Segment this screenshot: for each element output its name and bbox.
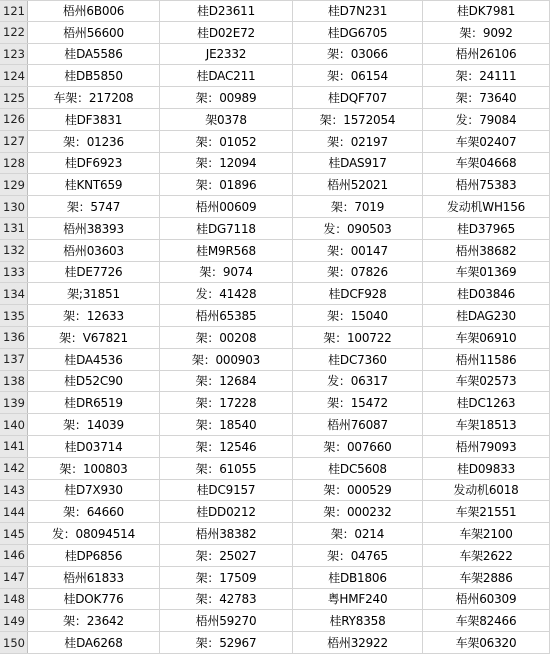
table-cell[interactable]: 车架06320 <box>423 632 550 653</box>
table-row <box>0 218 550 240</box>
table-cell[interactable]: 车架02407 <box>423 131 550 152</box>
table-cell[interactable]: 梧州38682 <box>423 240 550 261</box>
table-cell[interactable]: 架：01896 <box>160 174 293 195</box>
table-cell[interactable]: 桂D7N231 <box>293 1 423 21</box>
table-cell[interactable]: 桂DC7360 <box>293 349 423 370</box>
table-cell[interactable]: 架：14039 <box>28 414 160 435</box>
table-cell[interactable]: 架：12094 <box>160 153 293 174</box>
table-cell[interactable]: 桂DF6923 <box>28 153 160 174</box>
row-header[interactable]: 144 <box>0 501 28 522</box>
table-cell[interactable]: 架：V67821 <box>28 327 160 348</box>
table-cell[interactable]: 架：06154 <box>293 65 423 86</box>
table-row <box>0 22 550 44</box>
row-header[interactable]: 145 <box>0 523 28 544</box>
row-header[interactable]: 140 <box>0 414 28 435</box>
table-row <box>0 501 550 523</box>
table-cell[interactable]: 桂D37965 <box>423 218 550 239</box>
table-cell[interactable]: 桂DG7118 <box>160 218 293 239</box>
row-header[interactable]: 147 <box>0 567 28 588</box>
table-cell[interactable]: 架：00147 <box>293 240 423 261</box>
table-cell[interactable]: 车架82466 <box>423 610 550 631</box>
row-header[interactable]: 137 <box>0 349 28 370</box>
table-cell[interactable]: 架：12684 <box>160 371 293 392</box>
table-cell[interactable]: 桂M9R568 <box>160 240 293 261</box>
row-header[interactable]: 127 <box>0 131 28 152</box>
table-cell[interactable]: 梧州38393 <box>28 218 160 239</box>
table-cell[interactable]: 桂D52C90 <box>28 371 160 392</box>
row-header[interactable]: 148 <box>0 589 28 610</box>
table-row <box>0 545 550 567</box>
table-cell[interactable]: 桂D23611 <box>160 1 293 21</box>
table-cell[interactable]: 梧州26106 <box>423 44 550 65</box>
table-cell[interactable]: 架;31851 <box>28 283 160 304</box>
row-header[interactable]: 141 <box>0 436 28 457</box>
table-cell[interactable]: 桂DG6705 <box>293 22 423 43</box>
row-header[interactable]: 129 <box>0 174 28 195</box>
table-cell[interactable]: 发：090503 <box>293 218 423 239</box>
row-header[interactable]: 150 <box>0 632 28 653</box>
table-cell[interactable]: 架0378 <box>160 109 293 130</box>
table-cell[interactable]: 架：17509 <box>160 567 293 588</box>
row-header[interactable]: 121 <box>0 1 28 21</box>
table-cell[interactable]: 桂DF3831 <box>28 109 160 130</box>
table-cell[interactable]: 架：000529 <box>293 480 423 501</box>
table-row <box>0 458 550 480</box>
table-cell[interactable]: 架：02197 <box>293 131 423 152</box>
table-cell[interactable]: 架：100803 <box>28 458 160 479</box>
table-cell[interactable]: 梧州75383 <box>423 174 550 195</box>
table-cell[interactable]: 架：17228 <box>160 392 293 413</box>
row-header[interactable]: 126 <box>0 109 28 130</box>
table-row <box>0 65 550 87</box>
table-cell[interactable]: 梧州79093 <box>423 436 550 457</box>
table-cell[interactable]: 架：15040 <box>293 305 423 326</box>
row-header[interactable]: 134 <box>0 283 28 304</box>
table-cell[interactable]: 发：79084 <box>423 109 550 130</box>
table-cell[interactable]: 桂DQF707 <box>293 87 423 108</box>
table-cell[interactable]: 桂KNT659 <box>28 174 160 195</box>
table-cell[interactable]: 桂D03714 <box>28 436 160 457</box>
table-cell[interactable]: 桂DC9157 <box>160 480 293 501</box>
table-cell[interactable]: 车架18513 <box>423 414 550 435</box>
table-cell[interactable]: 桂DCF928 <box>293 283 423 304</box>
table-row <box>0 632 550 654</box>
table-row <box>0 610 550 632</box>
table-row <box>0 0 550 22</box>
table-cell[interactable]: 桂DD0212 <box>160 501 293 522</box>
table-cell[interactable]: 桂DC5608 <box>293 458 423 479</box>
row-header[interactable]: 128 <box>0 153 28 174</box>
table-cell[interactable]: 架：01236 <box>28 131 160 152</box>
row-header[interactable]: 132 <box>0 240 28 261</box>
table-cell[interactable]: JE2332 <box>160 44 293 65</box>
table-cell[interactable]: 架：00989 <box>160 87 293 108</box>
table-row <box>0 44 550 66</box>
table-cell[interactable]: 桂D09833 <box>423 458 550 479</box>
row-header[interactable]: 138 <box>0 371 28 392</box>
table-row <box>0 283 550 305</box>
row-header[interactable]: 130 <box>0 196 28 217</box>
table-cell[interactable]: 梧州56600 <box>28 22 160 43</box>
table-cell[interactable]: 车架2886 <box>423 567 550 588</box>
table-row <box>0 153 550 175</box>
table-cell[interactable]: 架：03066 <box>293 44 423 65</box>
table-cell[interactable]: 桂DAG230 <box>423 305 550 326</box>
table-cell[interactable]: 架：18540 <box>160 414 293 435</box>
table-cell[interactable]: 桂DE7726 <box>28 262 160 283</box>
table-row <box>0 131 550 153</box>
table-row <box>0 589 550 611</box>
table-cell[interactable]: 架：15472 <box>293 392 423 413</box>
table-cell[interactable]: 梧州6B006 <box>28 1 160 21</box>
table-cell[interactable]: 发：41428 <box>160 283 293 304</box>
table-cell[interactable]: 发动机6018 <box>423 480 550 501</box>
row-header[interactable]: 143 <box>0 480 28 501</box>
table-cell[interactable]: 粤HMF240 <box>293 589 423 610</box>
table-row <box>0 371 550 393</box>
table-row <box>0 567 550 589</box>
table-cell[interactable]: 架：52967 <box>160 632 293 653</box>
table-cell[interactable]: 车架01369 <box>423 262 550 283</box>
table-row <box>0 262 550 284</box>
table-cell[interactable]: 桂DA4536 <box>28 349 160 370</box>
table-cell[interactable]: 发：08094514 <box>28 523 160 544</box>
table-cell[interactable]: 桂DOK776 <box>28 589 160 610</box>
row-header[interactable]: 146 <box>0 545 28 566</box>
table-cell[interactable]: 车架：217208 <box>28 87 160 108</box>
table-cell[interactable]: 架：100722 <box>293 327 423 348</box>
table-cell[interactable]: 桂DA5586 <box>28 44 160 65</box>
table-cell[interactable]: 架：73640 <box>423 87 550 108</box>
table-cell[interactable]: 车架21551 <box>423 501 550 522</box>
table-cell[interactable]: 架：04765 <box>293 545 423 566</box>
table-cell[interactable]: 桂DB5850 <box>28 65 160 86</box>
table-cell[interactable]: 梧州11586 <box>423 349 550 370</box>
table-cell[interactable]: 架：9074 <box>160 262 293 283</box>
row-header[interactable]: 124 <box>0 65 28 86</box>
table-cell[interactable]: 架：12633 <box>28 305 160 326</box>
table-cell[interactable]: 桂D03846 <box>423 283 550 304</box>
table-cell[interactable]: 桂DA6268 <box>28 632 160 653</box>
table-cell[interactable]: 架：00208 <box>160 327 293 348</box>
row-header[interactable]: 139 <box>0 392 28 413</box>
table-cell[interactable]: 架：64660 <box>28 501 160 522</box>
table-cell[interactable]: 桂DAC211 <box>160 65 293 86</box>
table-row <box>0 109 550 131</box>
table-cell[interactable]: 梧州32922 <box>293 632 423 653</box>
row-header[interactable]: 133 <box>0 262 28 283</box>
table-row <box>0 327 550 349</box>
table-cell[interactable]: 架：24111 <box>423 65 550 86</box>
table-cell[interactable]: 架：25027 <box>160 545 293 566</box>
table-cell[interactable]: 架：5747 <box>28 196 160 217</box>
table-cell[interactable]: 桂RY8358 <box>293 610 423 631</box>
table-row <box>0 349 550 371</box>
table-cell[interactable]: 梧州59270 <box>160 610 293 631</box>
table-cell[interactable]: 桂DP6856 <box>28 545 160 566</box>
row-header[interactable]: 149 <box>0 610 28 631</box>
table-cell[interactable]: 桂DAS917 <box>293 153 423 174</box>
table-row <box>0 523 550 545</box>
table-row <box>0 305 550 327</box>
table-cell[interactable]: 架：23642 <box>28 610 160 631</box>
table-cell[interactable]: 发：06317 <box>293 371 423 392</box>
table-cell[interactable]: 梧州76087 <box>293 414 423 435</box>
row-header[interactable]: 125 <box>0 87 28 108</box>
table-cell[interactable]: 车架02573 <box>423 371 550 392</box>
row-header[interactable]: 136 <box>0 327 28 348</box>
table-cell[interactable]: 架：7019 <box>293 196 423 217</box>
row-header[interactable]: 131 <box>0 218 28 239</box>
table-row <box>0 414 550 436</box>
table-cell[interactable]: 车架2100 <box>423 523 550 544</box>
table-cell[interactable]: 桂DC1263 <box>423 392 550 413</box>
table-cell[interactable]: 梧州38382 <box>160 523 293 544</box>
table-cell[interactable]: 梧州52021 <box>293 174 423 195</box>
table-cell[interactable]: 架：42783 <box>160 589 293 610</box>
row-header[interactable]: 122 <box>0 22 28 43</box>
table-row <box>0 174 550 196</box>
table-row <box>0 87 550 109</box>
table-cell[interactable]: 桂D7X930 <box>28 480 160 501</box>
table-cell[interactable]: 架：000232 <box>293 501 423 522</box>
table-cell[interactable]: 车架04668 <box>423 153 550 174</box>
table-cell[interactable]: 架：61055 <box>160 458 293 479</box>
table-cell[interactable]: 架：12546 <box>160 436 293 457</box>
table-cell[interactable]: 架：07826 <box>293 262 423 283</box>
table-cell[interactable]: 架：0214 <box>293 523 423 544</box>
row-header[interactable]: 142 <box>0 458 28 479</box>
table-cell[interactable]: 梧州61833 <box>28 567 160 588</box>
table-cell[interactable]: 架：007660 <box>293 436 423 457</box>
table-cell[interactable]: 桂D02E72 <box>160 22 293 43</box>
table-cell[interactable]: 梧州03603 <box>28 240 160 261</box>
row-header[interactable]: 123 <box>0 44 28 65</box>
table-cell[interactable]: 桂DK7981 <box>423 1 550 21</box>
table-cell[interactable]: 车架06910 <box>423 327 550 348</box>
table-cell[interactable]: 架：01052 <box>160 131 293 152</box>
table-cell[interactable]: 架：000903 <box>160 349 293 370</box>
table-cell[interactable]: 桂DB1806 <box>293 567 423 588</box>
table-cell[interactable]: 梧州00609 <box>160 196 293 217</box>
table-cell[interactable]: 桂DR6519 <box>28 392 160 413</box>
table-row <box>0 436 550 458</box>
table-cell[interactable]: 梧州65385 <box>160 305 293 326</box>
table-cell[interactable]: 架：9092 <box>423 22 550 43</box>
table-row <box>0 480 550 502</box>
table-cell[interactable]: 车架2622 <box>423 545 550 566</box>
table-cell[interactable]: 架：1572054 <box>293 109 423 130</box>
table-row <box>0 240 550 262</box>
row-header[interactable]: 135 <box>0 305 28 326</box>
table-cell[interactable]: 梧州60309 <box>423 589 550 610</box>
table-cell[interactable]: 发动机WH156 <box>423 196 550 217</box>
table-row <box>0 392 550 414</box>
table-row <box>0 196 550 218</box>
